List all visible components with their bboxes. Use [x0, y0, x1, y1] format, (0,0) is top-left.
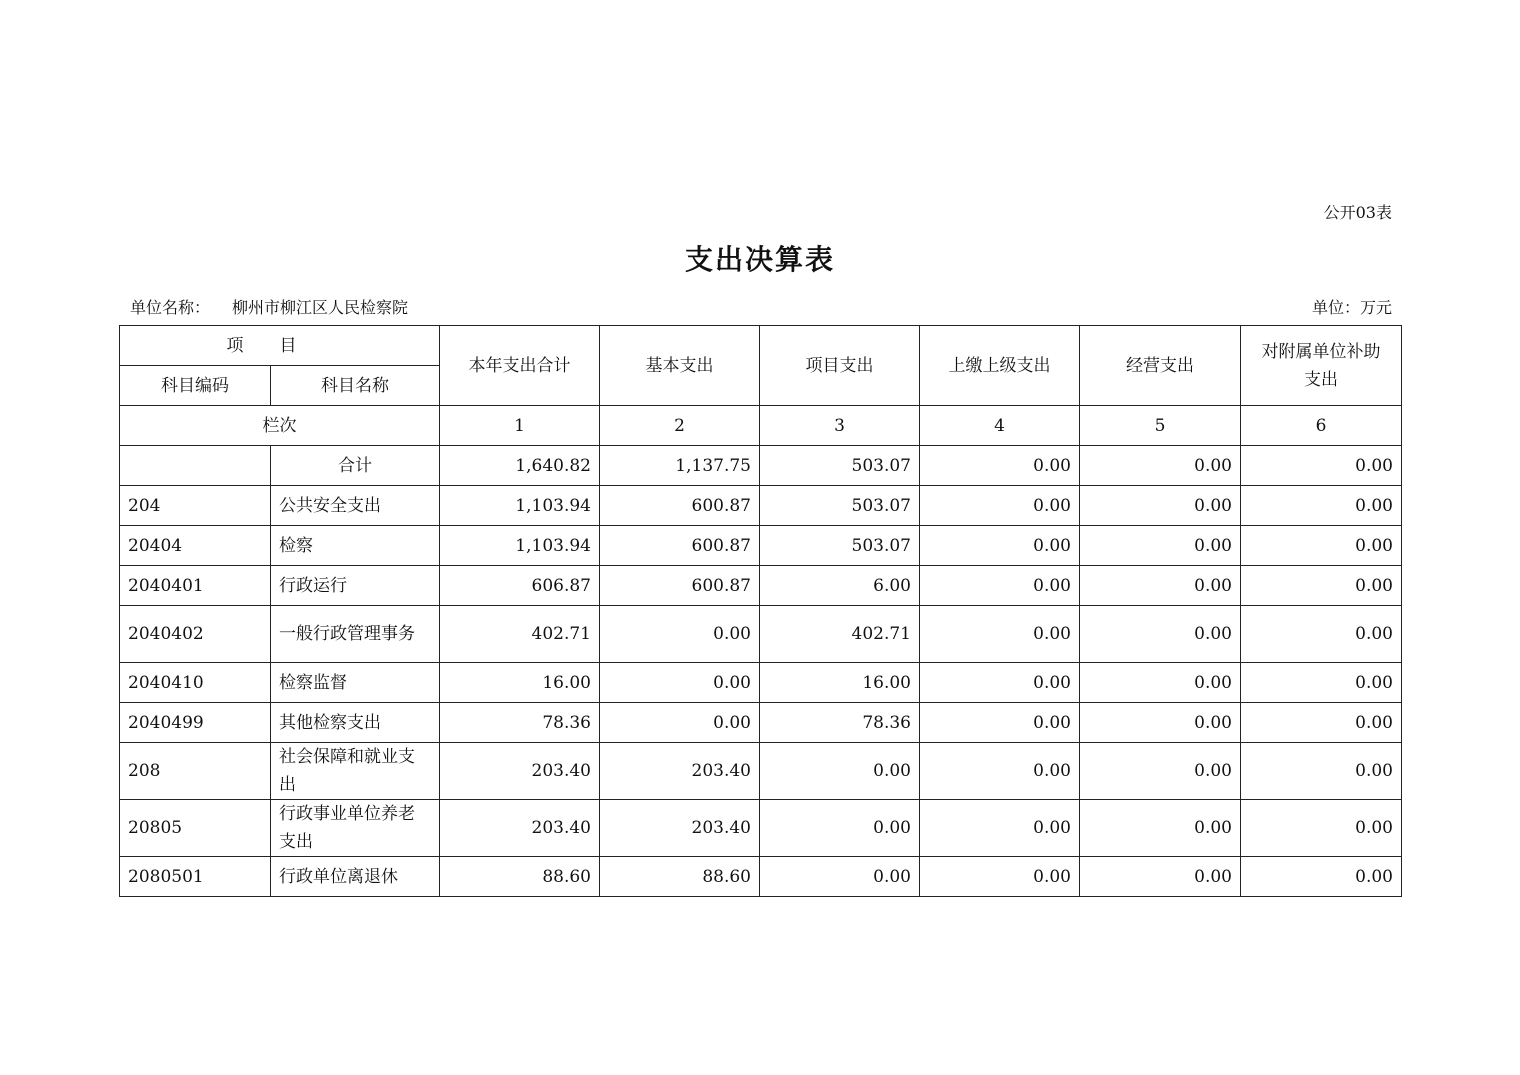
row-code: 2040402: [120, 606, 271, 663]
column-number: 3: [760, 406, 920, 446]
unit-name-value: 柳州市柳江区人民检察院: [232, 298, 409, 317]
row-value: 0.00: [1080, 857, 1241, 897]
row-name: 行政运行: [271, 566, 440, 606]
row-value: 402.71: [440, 606, 600, 663]
total-code-cell: [120, 446, 271, 486]
table-row: [120, 703, 1402, 743]
row-value: 0.00: [920, 486, 1080, 526]
row-value: 0.00: [920, 703, 1080, 743]
header-upper: 上缴上级支出: [920, 326, 1080, 406]
row-value: 0.00: [1080, 743, 1241, 800]
column-index-label: 栏次: [120, 406, 440, 446]
table-row: [120, 606, 1402, 663]
column-number: 2: [600, 406, 760, 446]
row-value: 0.00: [920, 566, 1080, 606]
total-label: 合计: [271, 446, 440, 486]
table-row: [120, 486, 1402, 526]
row-name: 检察监督: [271, 663, 440, 703]
row-value: 6.00: [760, 566, 920, 606]
row-name: 行政单位离退休: [271, 857, 440, 897]
total-value: 0.00: [1080, 446, 1241, 486]
row-value: 402.71: [760, 606, 920, 663]
row-value: 0.00: [1241, 566, 1402, 606]
expenditure-table: [119, 325, 1402, 897]
total-value: 1,137.75: [600, 446, 760, 486]
row-value: 0.00: [1241, 743, 1402, 800]
column-number: 6: [1241, 406, 1402, 446]
row-value: 0.00: [920, 743, 1080, 800]
table-row: [120, 526, 1402, 566]
row-value: 0.00: [1080, 703, 1241, 743]
row-value: 0.00: [600, 663, 760, 703]
row-name: 其他检察支出: [271, 703, 440, 743]
total-row: [120, 446, 1402, 486]
header-item: 项目: [120, 326, 440, 366]
row-code: 20404: [120, 526, 271, 566]
unit-measure: 单位：万元: [1311, 298, 1392, 317]
header-total: 本年支出合计: [440, 326, 600, 406]
row-value: 203.40: [440, 800, 600, 857]
row-value: 600.87: [600, 486, 760, 526]
row-value: 0.00: [1080, 566, 1241, 606]
row-value: 0.00: [1241, 606, 1402, 663]
row-value: 0.00: [1241, 663, 1402, 703]
header-project: 项目支出: [760, 326, 920, 406]
table-row: [120, 743, 1402, 800]
row-value: 0.00: [920, 606, 1080, 663]
row-code: 2040410: [120, 663, 271, 703]
row-value: 0.00: [1241, 703, 1402, 743]
table-row: [120, 800, 1402, 857]
row-value: 0.00: [1241, 486, 1402, 526]
row-value: 0.00: [1241, 857, 1402, 897]
row-value: 0.00: [1080, 606, 1241, 663]
row-value: 203.40: [600, 800, 760, 857]
column-number: 5: [1080, 406, 1241, 446]
row-value: 0.00: [760, 857, 920, 897]
row-value: 203.40: [600, 743, 760, 800]
total-value: 0.00: [920, 446, 1080, 486]
row-name: 公共安全支出: [271, 486, 440, 526]
row-code: 204: [120, 486, 271, 526]
total-value: 0.00: [1241, 446, 1402, 486]
row-value: 503.07: [760, 526, 920, 566]
header-subsidy: 对附属单位补助支出: [1241, 326, 1402, 406]
row-value: 0.00: [760, 743, 920, 800]
row-value: 0.00: [600, 703, 760, 743]
header-basic: 基本支出: [600, 326, 760, 406]
unit-name-label: 单位名称：: [130, 298, 211, 317]
header-code: 科目编码: [120, 366, 271, 406]
row-value: 88.60: [600, 857, 760, 897]
form-code: 公开03表: [1323, 203, 1392, 222]
header-name: 科目名称: [271, 366, 440, 406]
row-value: 0.00: [1080, 526, 1241, 566]
total-value: 1,640.82: [440, 446, 600, 486]
row-value: 0.00: [920, 800, 1080, 857]
row-value: 0.00: [920, 526, 1080, 566]
row-value: 503.07: [760, 486, 920, 526]
unit-name-line: [130, 295, 408, 318]
row-value: 88.60: [440, 857, 600, 897]
row-name: 社会保障和就业支出: [271, 743, 440, 800]
row-value: 0.00: [920, 663, 1080, 703]
row-code: 208: [120, 743, 271, 800]
row-code: 2040499: [120, 703, 271, 743]
row-code: 20805: [120, 800, 271, 857]
row-value: 78.36: [760, 703, 920, 743]
row-value: 0.00: [1241, 526, 1402, 566]
row-value: 16.00: [440, 663, 600, 703]
row-value: 0.00: [1080, 663, 1241, 703]
row-value: 16.00: [760, 663, 920, 703]
column-number: 1: [440, 406, 600, 446]
row-value: 600.87: [600, 526, 760, 566]
row-name: 一般行政管理事务: [271, 606, 440, 663]
row-value: 1,103.94: [440, 486, 600, 526]
row-code: 2080501: [120, 857, 271, 897]
row-name: 行政事业单位养老支出: [271, 800, 440, 857]
row-value: 0.00: [1080, 486, 1241, 526]
column-number: 4: [920, 406, 1080, 446]
table-row: [120, 663, 1402, 703]
row-value: 600.87: [600, 566, 760, 606]
row-value: 0.00: [920, 857, 1080, 897]
table-row: [120, 857, 1402, 897]
row-value: 1,103.94: [440, 526, 600, 566]
row-value: 0.00: [760, 800, 920, 857]
row-value: 0.00: [1080, 800, 1241, 857]
row-value: 203.40: [440, 743, 600, 800]
row-value: 606.87: [440, 566, 600, 606]
table-row: [120, 566, 1402, 606]
row-code: 2040401: [120, 566, 271, 606]
row-value: 78.36: [440, 703, 600, 743]
total-value: 503.07: [760, 446, 920, 486]
row-name: 检察: [271, 526, 440, 566]
row-value: 0.00: [1241, 800, 1402, 857]
header-business: 经营支出: [1080, 326, 1241, 406]
row-value: 0.00: [600, 606, 760, 663]
page-title: 支出决算表: [684, 243, 835, 276]
